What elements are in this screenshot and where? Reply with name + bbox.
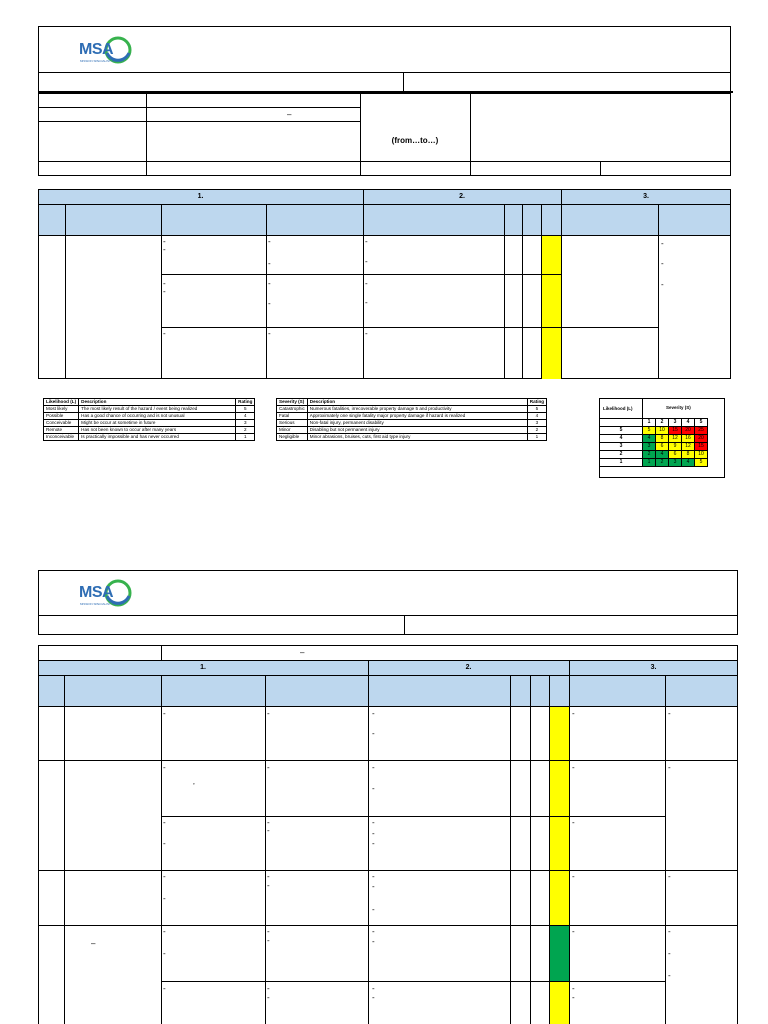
risk-score-cell: 10 [695, 451, 708, 459]
description-header: Description [79, 399, 236, 406]
page1-section-3: 3. [643, 193, 649, 200]
page1-grid-line [360, 93, 361, 176]
risk-score-cell: 20 [682, 427, 695, 435]
likelihood-rating: 2 [236, 427, 255, 434]
risk-score-cell: 8 [656, 435, 669, 443]
page2-dash: - [572, 709, 575, 718]
page2-table-line [38, 675, 738, 676]
severity-description: Approximately one single fatality major property damage if hazard is realized [307, 413, 527, 420]
page2-dash: - [668, 927, 671, 936]
severity-column-label: 2 [656, 419, 669, 427]
page2-dash: - [163, 763, 166, 772]
severity-description: Disabling but not permanent injury [307, 427, 527, 434]
risk-matrix-row [600, 435, 708, 443]
likelihood-level: Remote [44, 427, 79, 434]
table-row [44, 406, 255, 413]
page2-dash: - [372, 984, 375, 993]
risk-score-cell: 9 [669, 443, 682, 451]
page2-table-line [265, 675, 266, 1024]
severity-column-label: 1 [643, 419, 656, 427]
risk-matrix-line [642, 398, 643, 418]
msa-logo [79, 35, 139, 65]
page1-table-line [266, 204, 267, 379]
page2-dash: - [668, 709, 671, 718]
risk-matrix-header-row [600, 419, 708, 427]
page1-grid-line [600, 161, 601, 176]
likelihood-description: The most likely result of the hazard / event being realized [79, 406, 236, 413]
page2-dash: - [572, 927, 575, 936]
page2-dash: - [267, 984, 270, 993]
page2-table-line [38, 870, 738, 871]
page1-dash: - [163, 245, 166, 254]
page2-table-line [161, 645, 162, 660]
page2-dash: - [372, 993, 375, 1002]
page2-dash: - [372, 763, 375, 772]
page1-title-box [38, 26, 731, 73]
page2-title-box [38, 570, 738, 616]
page1-en-dash: – [287, 110, 292, 119]
likelihood-level: Most likely [44, 406, 79, 413]
description-header: Description [307, 399, 527, 406]
page1-dash: - [661, 280, 664, 289]
table-row [44, 420, 255, 427]
risk-score-cell: 16 [682, 435, 695, 443]
page1-dash: - [268, 259, 271, 268]
page1-dash: - [365, 257, 368, 266]
page2-info-divider [404, 615, 405, 635]
page2-en-dash: – [91, 939, 96, 948]
logo-text: MSA [79, 41, 114, 58]
risk-score-cell: 20 [695, 435, 708, 443]
likelihood-row-label: 5 [600, 427, 643, 435]
page1-table-line [161, 327, 561, 328]
page2-dash: - [372, 905, 375, 914]
page1-dash: - [661, 259, 664, 268]
page2-table-line [38, 925, 738, 926]
page1-dash: - [365, 237, 368, 246]
page1-details-grid [38, 93, 731, 176]
severity-level: Catastrophic [277, 406, 308, 413]
page1-info-divider [403, 72, 404, 92]
page1-table-line [65, 204, 66, 379]
severity-rating: 2 [527, 427, 546, 434]
page2-dash: - [572, 872, 575, 881]
severity-table [276, 398, 547, 441]
table-row [44, 427, 255, 434]
likelihood-row-label: 4 [600, 435, 643, 443]
risk-matrix [599, 418, 708, 467]
page2-dash: - [572, 984, 575, 993]
severity-description: Minor abrasions, bruises, cuts, first aid type injury [307, 434, 527, 441]
table-row [277, 413, 547, 420]
page2-table-line [368, 660, 369, 1024]
risk-matrix-row [600, 443, 708, 451]
page2-dash: - [267, 927, 270, 936]
page1-dash: - [163, 287, 166, 296]
risk-matrix-row [600, 427, 708, 435]
page1-section-2: 2. [459, 193, 465, 200]
page2-dash: - [372, 872, 375, 881]
risk-score-cell: 25 [695, 427, 708, 435]
risk-score-cell: 6 [669, 451, 682, 459]
page2-dash: - [372, 784, 375, 793]
page2-dash: - [372, 839, 375, 848]
severity-rating: 5 [527, 406, 546, 413]
page2-dash: - [668, 971, 671, 980]
page1-grid-line [146, 93, 147, 176]
table-row [44, 434, 255, 441]
page2-risk-cell-green [550, 926, 569, 981]
page1-table-line [561, 327, 658, 328]
risk-score-cell: 6 [656, 443, 669, 451]
page2-dash: - [372, 729, 375, 738]
table-row [277, 427, 547, 434]
logo-tagline: MISSION SPECIALIST AGENCY [80, 59, 125, 63]
page2-table-line [569, 660, 570, 1024]
rating-header: Rating [236, 399, 255, 406]
risk-score-cell: 12 [669, 435, 682, 443]
page2-dash: - [163, 839, 166, 848]
page1-grid-line [470, 93, 471, 176]
page2-table-line [530, 675, 531, 1024]
risk-score-cell: 10 [656, 427, 669, 435]
page1-table-line [363, 189, 364, 379]
page2-dash: - [267, 993, 270, 1002]
likelihood-row-label: 1 [600, 459, 643, 467]
page1-table-line [658, 204, 659, 379]
risk-score-cell: 15 [695, 443, 708, 451]
page2-risk-cell [550, 982, 569, 1024]
risk-score-cell: 5 [643, 427, 656, 435]
risk-score-cell: 4 [682, 459, 695, 467]
likelihood-description: Is practically impossible and has never occurred [79, 434, 236, 441]
page2-dash: - [163, 872, 166, 881]
page1-dash: - [268, 279, 271, 288]
page1-dash: - [163, 329, 166, 338]
page2-dash: - [372, 818, 375, 827]
likelihood-level: Inconceivable [44, 434, 79, 441]
risk-score-cell: 4 [656, 451, 669, 459]
page2-table-line [161, 675, 162, 1024]
page1-table-line [38, 235, 731, 236]
likelihood-description: Has a good chance of occurring and is not unusual [79, 413, 236, 420]
severity-header-row [277, 399, 547, 406]
page2-dash: - [163, 927, 166, 936]
page2-table-line [161, 816, 665, 817]
page2-info-row [38, 615, 738, 635]
likelihood-level: Possible [44, 413, 79, 420]
risk-score-cell: 12 [682, 443, 695, 451]
likelihood-description: Has not been known to occur after many years [79, 427, 236, 434]
page2-dash: - [267, 763, 270, 772]
severity-level: Serious [277, 420, 308, 427]
likelihood-table [43, 398, 255, 441]
severity-level: Negligible [277, 434, 308, 441]
severity-rating: 4 [527, 413, 546, 420]
page1-dash: - [268, 237, 271, 246]
page2-dash: - [267, 936, 270, 945]
table-row [277, 420, 547, 427]
risk-score-cell: 3 [669, 459, 682, 467]
risk-matrix-severity-label: Severity (S) [666, 405, 691, 410]
page2-dash: - [668, 949, 671, 958]
page1-dash: - [661, 239, 664, 248]
likelihood-header-row [44, 399, 255, 406]
risk-score-cell: 5 [695, 459, 708, 467]
likelihood-row-label: 3 [600, 443, 643, 451]
page2-section-2: 2. [465, 664, 472, 671]
page1-dash: - [163, 279, 166, 288]
page2-dash: - [572, 818, 575, 827]
likelihood-rating: 4 [236, 413, 255, 420]
page1-table-line [522, 204, 523, 379]
page2-dash: - [572, 993, 575, 1002]
risk-score-cell: 2 [643, 451, 656, 459]
risk-matrix-corner [600, 419, 643, 427]
page1-info-row [38, 72, 731, 92]
page2-dash: - [372, 829, 375, 838]
page1-dash: - [365, 329, 368, 338]
page1-table-line [161, 204, 162, 379]
risk-score-cell: 8 [682, 451, 695, 459]
severity-description: Numerous fatalities, irrecoverable property damage 5 and productivity [307, 406, 527, 413]
severity-header: Severity (S) [277, 399, 308, 406]
page2-dash: - [372, 927, 375, 936]
page2-dash: - [572, 763, 575, 772]
risk-score-cell: 15 [669, 427, 682, 435]
likelihood-rating: 5 [236, 406, 255, 413]
page1-table-line [38, 204, 731, 205]
page2-dash: - [267, 881, 270, 890]
page2-dash: - [372, 882, 375, 891]
page2-table-line [161, 981, 665, 982]
page1-table-line [561, 189, 562, 379]
page1-grid-line [38, 107, 360, 108]
risk-score-cell: 1 [643, 459, 656, 467]
page1-dash: - [365, 298, 368, 307]
risk-matrix-row [600, 451, 708, 459]
page2-section-3: 3. [650, 664, 657, 671]
table-row [277, 434, 547, 441]
risk-matrix-likelihood-label: Likelihood (L) [603, 406, 633, 411]
severity-column-label: 4 [682, 419, 695, 427]
severity-column-label: 5 [695, 419, 708, 427]
msa-logo [79, 578, 139, 608]
severity-rating: 1 [527, 434, 546, 441]
page2-dash: - [163, 818, 166, 827]
page1-grid-line [38, 121, 360, 122]
page1-dash: - [268, 299, 271, 308]
page2-dash: - [372, 937, 375, 946]
page1-section-1: 1. [197, 193, 204, 200]
page1-risk-cell [542, 236, 561, 379]
page2-table-line [38, 706, 738, 707]
page1-dash: - [268, 329, 271, 338]
risk-matrix-row [600, 459, 708, 467]
page2-apostrophe: ’ [193, 782, 195, 791]
likelihood-level: Conceivable [44, 420, 79, 427]
page2-table-line [64, 675, 65, 1024]
logo-tagline: MISSION SPECIALIST AGENCY [80, 602, 125, 606]
page1-dash: - [163, 237, 166, 246]
likelihood-rating: 3 [236, 420, 255, 427]
likelihood-rating: 1 [236, 434, 255, 441]
severity-rating: 3 [527, 420, 546, 427]
risk-score-cell: 2 [656, 459, 669, 467]
page2-dash: - [163, 709, 166, 718]
severity-description: Non-fatal injury, permanent disability [307, 420, 527, 427]
page1-table-line [161, 274, 561, 275]
likelihood-header: Likelihood (L) [44, 399, 79, 406]
likelihood-description: Might be occur at sometime in future [79, 420, 236, 427]
page2-dash: - [163, 894, 166, 903]
table-row [277, 406, 547, 413]
page2-dash: - [163, 984, 166, 993]
page2-table-line [665, 675, 666, 1024]
page2-dash: - [163, 949, 166, 958]
page2-dash: - [668, 872, 671, 881]
page2-dash: - [267, 872, 270, 881]
page2-dash: - [668, 763, 671, 772]
page1-grid-line [38, 161, 731, 162]
page2-table-line [38, 760, 738, 761]
logo-text: MSA [79, 584, 114, 601]
rating-header: Rating [527, 399, 546, 406]
page2-dash: - [372, 709, 375, 718]
risk-score-cell: 3 [643, 443, 656, 451]
table-row [44, 413, 255, 420]
page2-dash: - [267, 826, 270, 835]
page1-dash: - [365, 279, 368, 288]
page2-dash: - [267, 709, 270, 718]
page1-table-line [504, 204, 505, 379]
page2-en-dash: – [300, 648, 305, 657]
severity-level: Fatal [277, 413, 308, 420]
page2-table-line [510, 675, 511, 1024]
page1-from-to: (from…to…) [391, 136, 439, 145]
severity-level: Minor [277, 427, 308, 434]
likelihood-row-label: 2 [600, 451, 643, 459]
page2-dash: - [267, 818, 270, 827]
page2-section-1: 1. [200, 664, 206, 671]
severity-column-label: 3 [669, 419, 682, 427]
risk-score-cell: 4 [643, 435, 656, 443]
